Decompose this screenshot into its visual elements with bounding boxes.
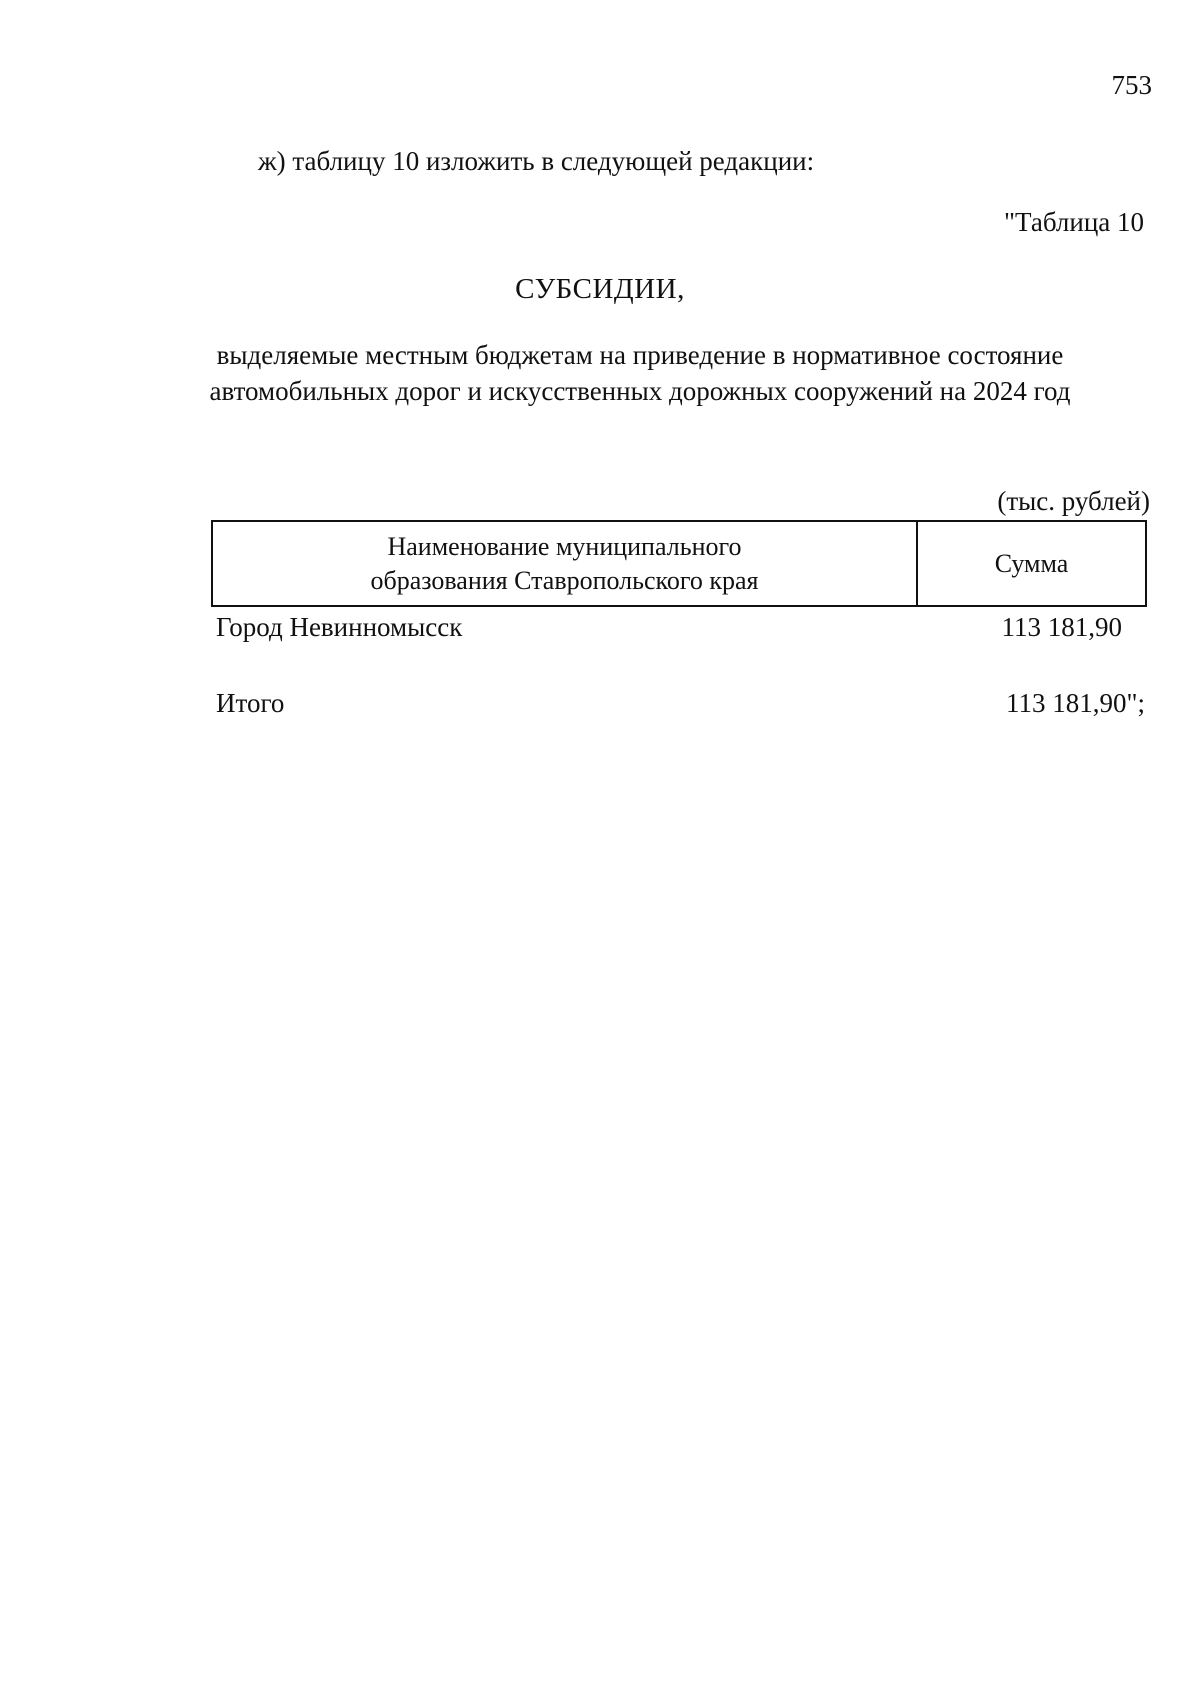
header-name-cell	[213, 522, 918, 605]
intro-paragraph: ж) таблицу 10 изложить в следующей редакции:	[258, 146, 815, 176]
page-number: 753	[1111, 70, 1152, 100]
header-name-line-2: образования Ставропольского края	[370, 565, 759, 595]
document-subtitle	[180, 337, 1100, 409]
units-note: (тыс. рублей)	[997, 486, 1150, 516]
subtitle-line-2: автомобильных дорог и искусственных дорожных сооружений на 2024 год	[209, 376, 1071, 406]
header-sum-cell: Сумма	[994, 548, 1069, 578]
table-header	[211, 520, 1147, 607]
row-municipality-amount: 113 181,90	[1001, 612, 1122, 642]
table-label: "Таблица 10	[1004, 207, 1144, 237]
row-municipality-name: Город Невинномысск	[216, 612, 463, 642]
subtitle-line-1: выделяемые местным бюджетам на приведение в нормативное состояние	[216, 340, 1064, 370]
total-amount: 113 181,90";	[1005, 688, 1145, 718]
header-name-line-1: Наименование муниципального	[387, 531, 742, 561]
document-title: СУБСИДИИ,	[515, 273, 685, 305]
total-label: Итого	[216, 688, 285, 718]
